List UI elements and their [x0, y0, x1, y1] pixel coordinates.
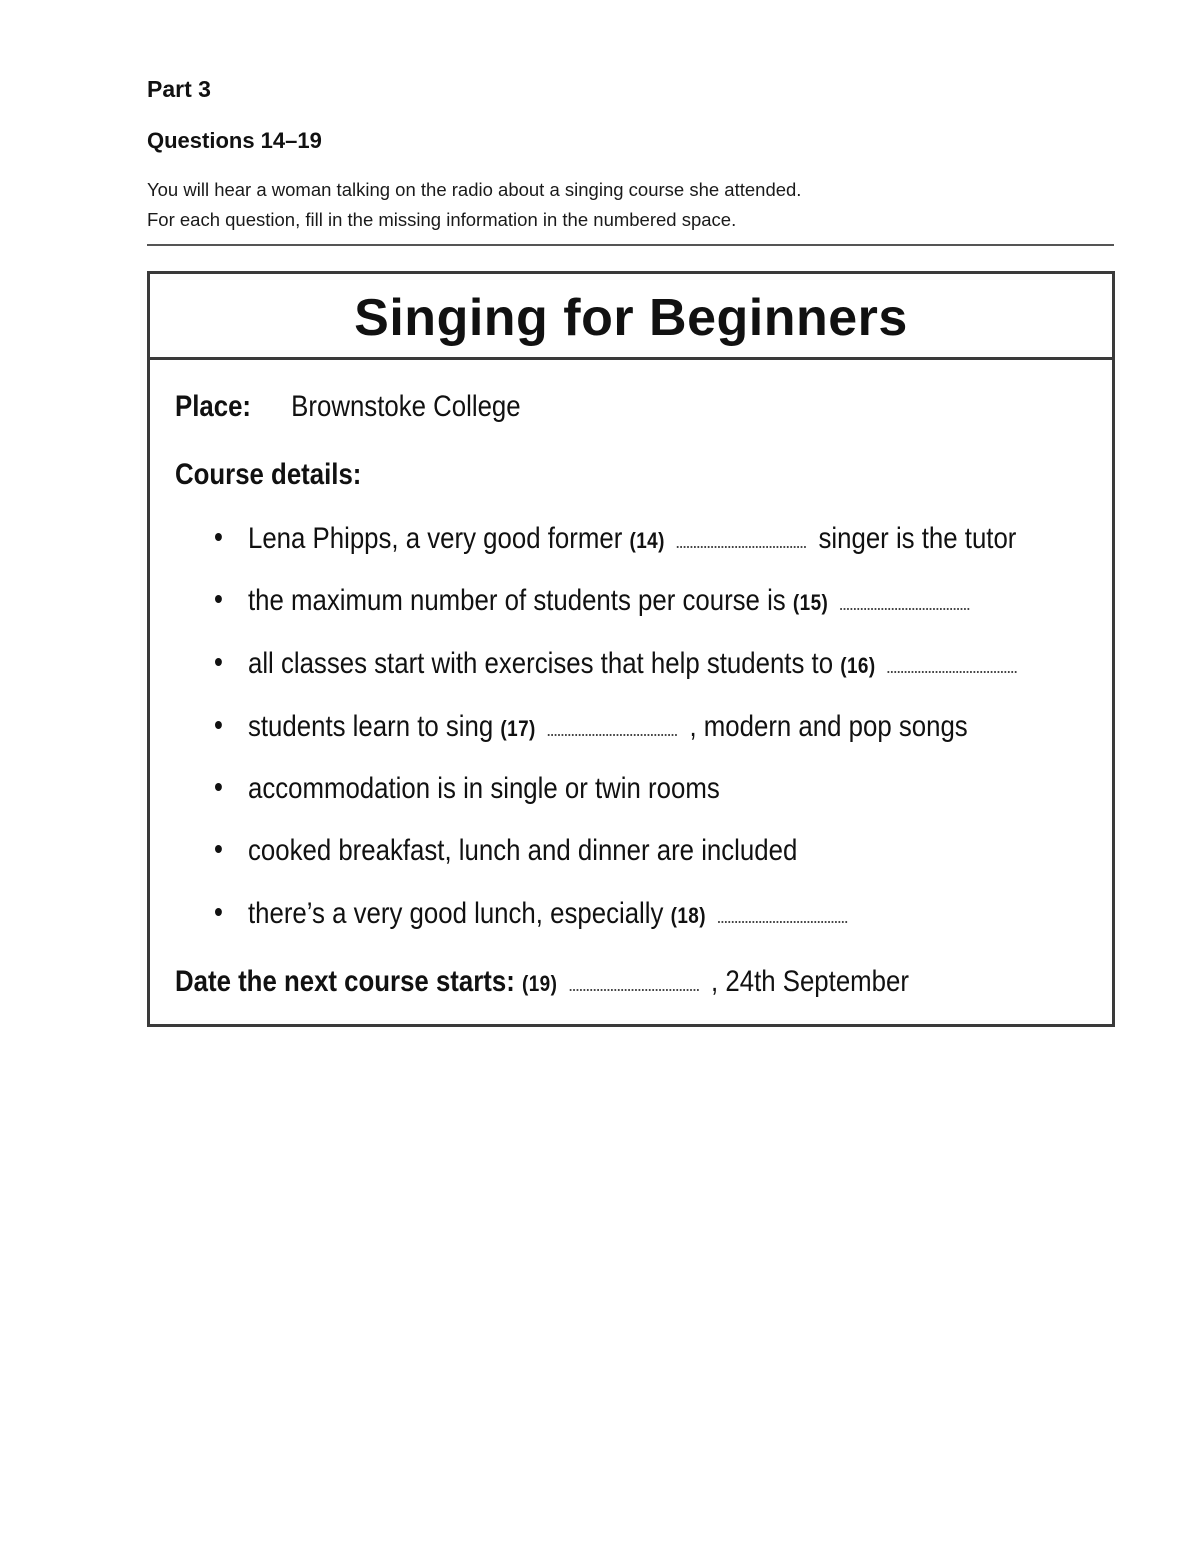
place-row	[175, 390, 521, 424]
list-item	[215, 710, 968, 744]
bullet	[215, 908, 222, 916]
answer-blank-18[interactable]	[718, 920, 847, 923]
list-item	[215, 897, 852, 931]
question-number: (15)	[792, 590, 829, 615]
list-item	[215, 647, 1022, 681]
date-value: , 24th September	[711, 965, 909, 998]
question-number: (14)	[629, 528, 665, 553]
bullet	[215, 533, 222, 541]
form-box	[147, 271, 1115, 1027]
instructions-line-1: You will hear a woman talking on the radio about a singing course she attended.	[147, 179, 802, 200]
answer-blank-17[interactable]	[548, 733, 677, 736]
list-item	[215, 522, 1016, 556]
question-number: (18)	[670, 903, 706, 928]
place-value: Brownstoke College	[291, 390, 521, 423]
questions-title: Questions 14–19	[147, 128, 322, 153]
item-text-before: Lena Phipps, a very good former	[247, 522, 623, 555]
form-title: Singing for Beginners	[354, 288, 908, 347]
question-number: (19)	[521, 971, 558, 996]
question-number: (17)	[500, 716, 536, 741]
answer-blank-15[interactable]	[841, 607, 970, 610]
item-text-before: there’s a very good lunch, especially	[247, 897, 664, 930]
list-item	[215, 772, 720, 806]
list-item	[215, 584, 975, 618]
bullet	[215, 658, 222, 666]
answer-blank-14[interactable]	[677, 545, 806, 548]
bullet	[215, 845, 222, 853]
item-text-before: cooked breakfast, lunch and dinner are included	[247, 834, 798, 867]
instructions-line-2: For each question, fill in the missing information in the numbered space.	[147, 209, 737, 230]
date-row	[175, 965, 909, 999]
place-label: Place:	[175, 390, 252, 423]
instructions	[147, 175, 801, 235]
answer-blank-16[interactable]	[888, 670, 1017, 673]
item-text-before: the maximum number of students per course is	[247, 584, 786, 617]
answer-blank-19[interactable]	[570, 988, 699, 991]
item-text-after: , modern and pop songs	[689, 710, 968, 743]
divider-rule	[147, 244, 1114, 246]
item-text-after: singer is the tutor	[818, 522, 1017, 555]
part-title: Part 3	[147, 76, 211, 102]
question-number: (16)	[840, 653, 876, 678]
list-item	[215, 834, 797, 868]
form-header	[150, 274, 1112, 360]
item-text-before: all classes start with exercises that help students to	[247, 647, 834, 680]
item-text-before: accommodation is in single or twin rooms	[247, 772, 720, 805]
bullet	[215, 783, 222, 791]
bullet	[215, 721, 222, 729]
date-label: Date the next course starts:	[175, 965, 515, 998]
course-details-label: Course details:	[175, 458, 362, 491]
item-text-before: students learn to sing	[247, 710, 494, 743]
bullet	[215, 595, 222, 603]
